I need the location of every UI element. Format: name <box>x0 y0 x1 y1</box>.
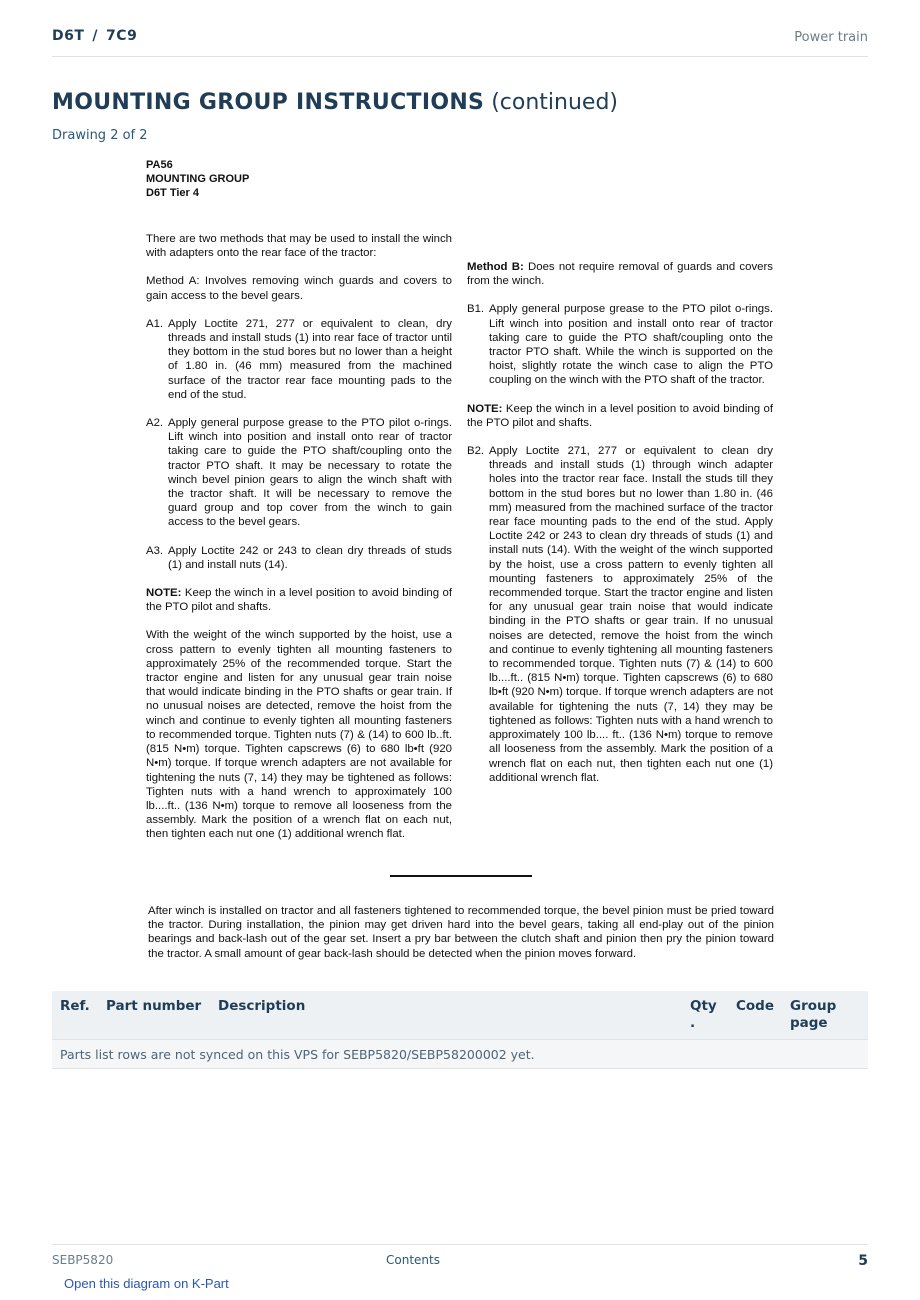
column-part-number: Part number <box>106 998 202 1014</box>
ref-line-2: MOUNTING GROUP <box>146 173 250 185</box>
column-qty: Qty . <box>690 998 717 1031</box>
method-b-text: Does not require removal of guards and covers from the winch. <box>467 261 773 288</box>
step-number: A1. <box>146 317 164 330</box>
method-b-paragraph <box>467 260 773 288</box>
step-a3 <box>146 544 452 572</box>
left-column <box>146 232 452 856</box>
intro-paragraph: There are two methods that may be used to install the winch with adapters onto the rear face of the tractor: <box>146 233 452 260</box>
step-text: Apply Loctite 242 or 243 to clean dry threads of studs (1) and install nuts (14). <box>168 544 452 571</box>
page-footer <box>52 1244 868 1275</box>
table-row <box>52 1040 868 1069</box>
section-divider <box>390 875 532 877</box>
contents-link[interactable]: Contents <box>386 1253 440 1267</box>
note-paragraph <box>467 402 773 430</box>
step-number: B1. <box>467 303 485 316</box>
page-number: 5 <box>858 1253 868 1269</box>
column-ref: Ref. <box>60 998 90 1014</box>
breadcrumb-code[interactable]: 7C9 <box>106 28 138 44</box>
step-text: Apply Loctite 271, 277 or equivalent to clean, dry threads and install studs (1) into rear face of tractor until they bottom in the stud bores but no lower than a height of 1.80 in. (46 mm) measured from the machined surface of the tractor rear face mounting pads to the end of the stud. <box>168 317 452 401</box>
step-a2 <box>146 416 452 530</box>
column-group-page: Group page <box>790 998 837 1031</box>
step-number: A2. <box>146 417 164 430</box>
parts-table-header <box>52 991 868 1040</box>
breadcrumb-separator: / <box>92 28 99 44</box>
step-b1 <box>467 302 773 387</box>
step-number: B2. <box>467 445 485 458</box>
note-text: Keep the winch in a level position to avoid binding of the PTO pilot and shafts. <box>467 402 773 429</box>
parts-table <box>52 991 868 1069</box>
kpart-link[interactable]: Open this diagram on K-Part <box>64 1276 229 1291</box>
step-number: A3. <box>146 544 164 557</box>
page-title <box>52 90 618 115</box>
step-text: Apply general purpose grease to the PTO pilot o-rings. Lift winch into position and install onto rear of tractor taking care to guide the PTO shaft/coupling onto the tractor PTO shaft. While the winch is supported on the hoist, slightly rotate the winch case to align the PTO coupling on the winch with the PTO shaft of the tractor. <box>489 303 773 387</box>
page-title-suffix: (continued) <box>491 90 618 115</box>
final-paragraph: After winch is installed on tractor and all fasteners tightened to recommended torque, the bevel pinion must be pried toward the tractor. During installation, the pinion may get driven hard into the bevel gears, taking all end-play out of the pinion bearings and back-lash out of the gear set. Insert a pry bar between the clutch shaft and pinion then pry the pinion toward the tractor. A small amount of gear back-lash should be detected when the pinion moves forward. <box>148 905 774 960</box>
note-label: NOTE: <box>146 587 182 600</box>
breadcrumb-model[interactable]: D6T <box>52 28 85 44</box>
ref-line-3: D6T Tier 4 <box>146 187 199 199</box>
step-text: Apply Loctite 271, 277 or equivalent to clean dry threads and install studs (1) through winch adapter holes into the tractor rear face. Install the studs till they bottom in the stud bores but no lower than 1.80 in. (46 mm) measured from the machined surface of the tractor rear face mounting pads to the end of the stud. Apply Loctite 242 or 243 to clean dry threads of studs (1) and install nuts (14). With the weight of the winch supported by the hoist, use a cross pattern to evenly tighten all mounting fasteners to approximately 25% of the recommended torque. Start the tractor engine and listen for any unusual gear train noise that would indicate binding in the PTO shafts or gear train. If no unusual noises are detected, remove the hoist from the winch and continue to evenly tightening all mounting fasteners to recommended torque. Tighten nuts (7) & (14) to 600 lb....ft.. (815 N•m) torque. Tighten capscrews (6) to 680 lb•ft (920 N•m) torque. If torque wrench adapters are not available for tightening the nuts (7, 14) they may be tightened as follows: Tighten nuts with a hand wrench to approximately 100 lb.... ft.. (136 N•m) torque to remove all looseness from the assembly. Mark the position of a wrench flat on each nut, then tighten each nut one (1) additional wrench flat. <box>489 445 773 784</box>
torque-paragraph: With the weight of the winch supported by the hoist, use a cross pattern to evenly tighten all mounting fasteners to approximately 25% of the recommended torque. Start the tractor engine and listen for any unusual gear train noise that would indicate binding in the PTO shafts or gear train. If no unusual noises are detected, remove the hoist from the winch and continue to evenly tighten all mounting fasteners to recommended torque. Tighten nuts (7) & (14) to 600 lb..ft. (815 N•m) torque. Tighten capscrews (6) to 680 lb•ft (920 N•m) torque. If torque wrench adapters are not available for tightening the nuts (7, 14) they may be tightened as follows: Tighten nuts with a hand wrench to approximately 100 lb....ft.. (136 N•m) torque to remove all looseness from the assembly. Mark the position of a wrench flat on each nut, then tighten each nut one (1) additional wrench flat. <box>146 629 452 841</box>
column-description: Description <box>218 998 306 1014</box>
sync-message: Parts list rows are not synced on this VPS for SEBP5820/SEBP58200002 yet. <box>60 1047 535 1062</box>
column-code: Code <box>736 998 775 1014</box>
page-header <box>52 28 868 57</box>
step-text: Apply general purpose grease to the PTO pilot o-rings. Lift winch into position and install onto rear of tractor taking care to guide the PTO shaft/coupling onto the tractor PTO shaft. It may be necessary to rotate the winch bevel pinion gears to align the winch shaft with the tractor shaft. It will be necessary to remove the guard group and top cover from the winch to gain access to the bevel gears. <box>168 417 452 529</box>
section-label: Power train <box>794 30 868 45</box>
note-label: NOTE: <box>467 402 503 415</box>
breadcrumb <box>52 28 137 44</box>
note-paragraph <box>146 586 452 614</box>
note-text: Keep the winch in a level position to avoid binding of the PTO pilot and shafts. <box>146 587 452 614</box>
method-a-paragraph: Method A: Involves removing winch guards and covers to gain access to the bevel gears. <box>146 275 452 302</box>
method-b-label: Method B: <box>467 261 524 273</box>
document-id: SEBP5820 <box>52 1253 114 1267</box>
page-title-main: MOUNTING GROUP INSTRUCTIONS <box>52 90 485 115</box>
step-a1 <box>146 317 452 402</box>
right-column <box>467 260 773 799</box>
step-b2 <box>467 444 773 785</box>
drawing-subtitle: Drawing 2 of 2 <box>52 128 148 143</box>
ref-line-1: PA56 <box>146 159 173 171</box>
drawing-reference <box>146 158 249 200</box>
